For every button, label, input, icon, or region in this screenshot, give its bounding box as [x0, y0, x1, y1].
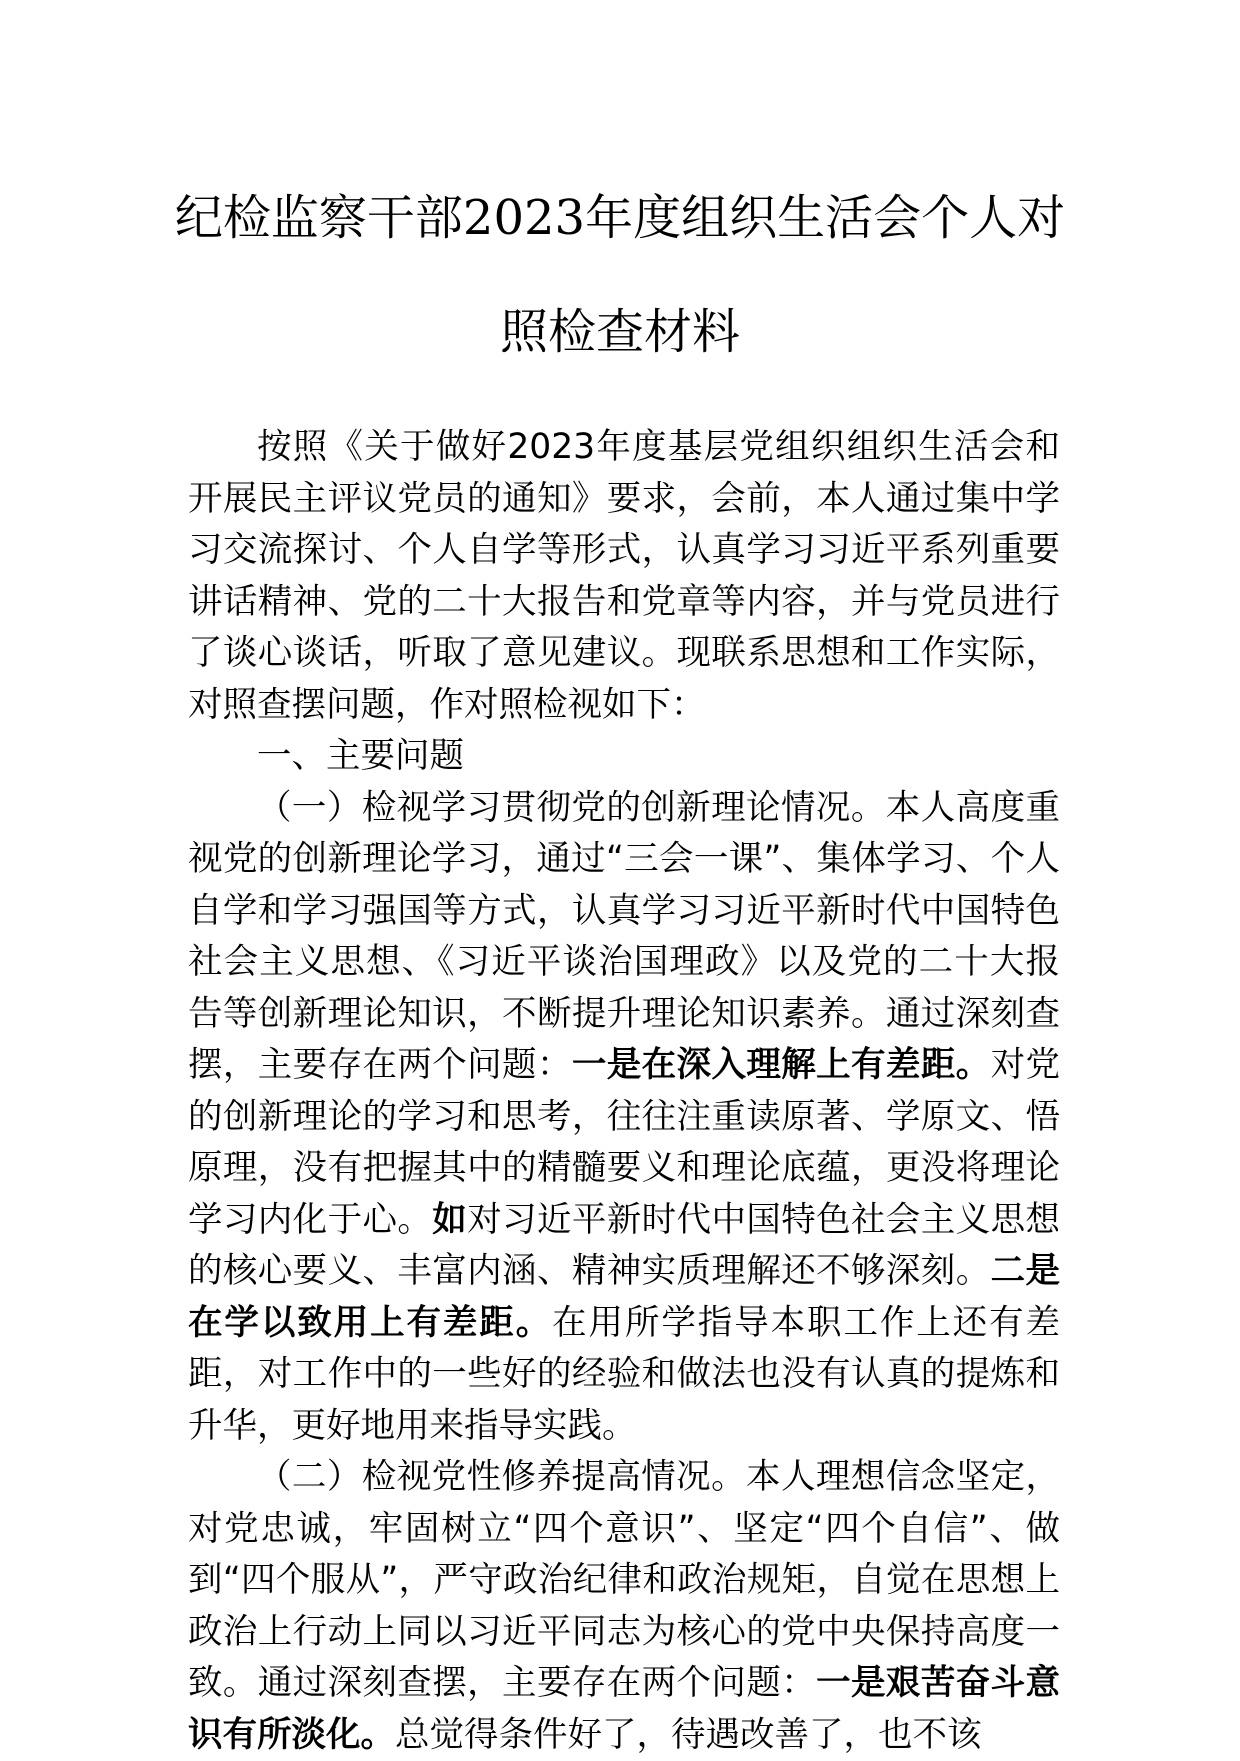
section-heading: 一、主要问题 — [257, 736, 464, 776]
paragraph-text: （一）检视学习贯彻党的创新理论情况。本人高度重视党的创新理论学习，通过“三会一课”、集体学习、个人自学和学习强国等方式，认真学习习近平新时代中国特色社会主义思想、《习近平谈治国理政》以及党的二十大报告等创新理论知识，不断提升理论知识素养。通过深刻查摆，主要存在两个问题： — [188, 787, 1060, 1085]
intro-paragraph: 按照《关于做好2023年度基层党组织组织生活会和开展民主评议党员的通知》要求，会前，本人通过集中学习交流探讨、个人自学等形式，认真学习习近平系列重要讲话精神、党的二十大报告和党章等内容，并与党员进行了谈心谈话，听取了意见建议。现联系思想和工作实际，对照查摆问题，作对照检视如下： — [188, 427, 1060, 725]
paragraph-text: 对习近平新时代中国特色社会主义思想的核心要义、丰富内涵、精神实质理解还不够深刻。 — [188, 1199, 1061, 1291]
bold-point: 一是在深入理解上有差距。 — [571, 1045, 991, 1085]
document-title-line-1: 纪检监察干部2023年度组织生活会个人对 — [174, 190, 1066, 246]
document-title-line-2: 照检查材料 — [499, 304, 740, 360]
bold-point: 一是艰苦奋斗意识有所淡化。 — [188, 1663, 1060, 1755]
paragraph-text: （二）检视党性修养提高情况。本人理想信念坚定，对党忠诚，牢固树立“四个意识”、坚定“四个自信”、做到“四个服从”，严守政治纪律和政治规矩，自觉在思想上政治上行动上同以习近平同志为核心的党中央保持高度一致。通过深刻查摆，主要存在两个问题： — [188, 1457, 1060, 1703]
paragraph-study-theory — [188, 783, 1060, 1453]
bold-point: 如 — [432, 1199, 468, 1240]
paragraph-text: 在用所学指导本职工作上还有差距，对工作中的一些好的经验和做法也没有认真的提炼和升华，更好地用来指导实践。 — [188, 1302, 1061, 1446]
bold-point: 二是在学以致用上有差距。 — [188, 1251, 1061, 1343]
paragraph-text: 对党的创新理论的学习和思考，往往注重读原著、学原文、悟原理，没有把握其中的精髓要义和理论底蕴，更没将理论学习内化于心。 — [188, 1045, 1061, 1240]
document-body — [188, 422, 1060, 1761]
paragraph-text: 总觉得条件好了，待遇改善了，也不该 — [395, 1714, 982, 1755]
paragraph-party-spirit — [188, 1452, 1060, 1761]
